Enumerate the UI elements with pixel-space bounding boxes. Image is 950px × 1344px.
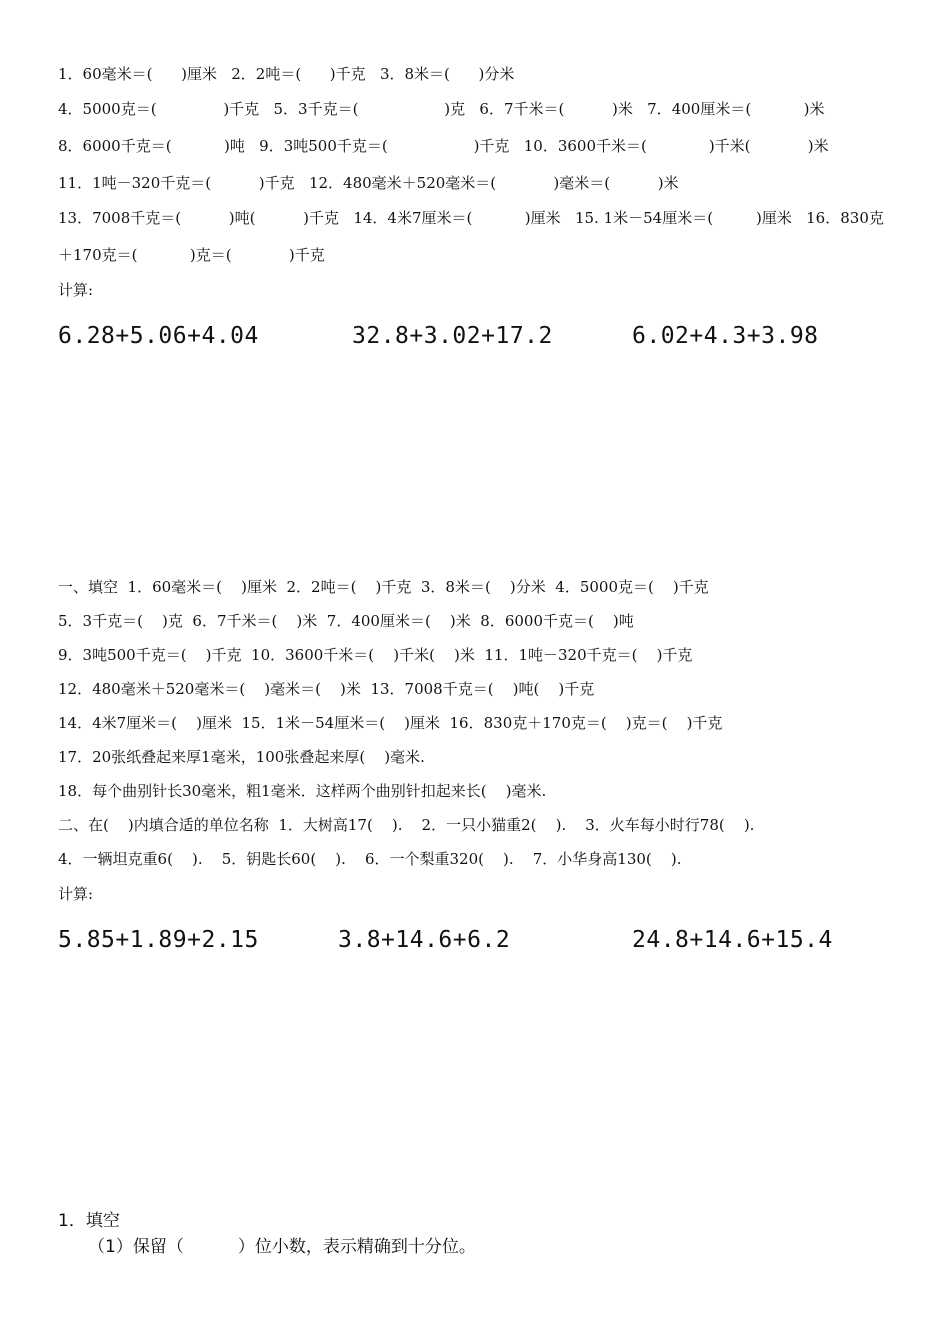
- block1-calc-3: 6.02+4.3+3.98: [632, 323, 819, 349]
- block1-calc-2: 32.8+3.02+17.2: [352, 323, 553, 349]
- block2-calc-3: 24.8+14.6+15.4: [632, 927, 833, 953]
- block2-line-4: 12．480毫米＋520毫米＝( )毫米＝( )米 13．7008千克＝( )吨( )千克: [58, 680, 595, 698]
- block1-line-5: 13．7008千克＝( )吨( )千克 14．4米7厘米＝( )厘米 15. 1米－54厘米＝( )厘米 16．830克: [58, 209, 884, 227]
- block1-line-1: 1．60毫米＝( )厘米 2．2吨＝( )千克 3．8米＝( )分米: [58, 65, 515, 83]
- block1-calc-1: 6.28+5.06+4.04: [58, 323, 259, 349]
- block2-line-6: 17．20张纸叠起来厚1毫米，100张叠起来厚( )毫米.: [58, 748, 425, 766]
- block3-item-1: （1）保留（ ）位小数，表示精确到十分位。: [88, 1237, 476, 1257]
- block2-line-1: 一、填空 1．60毫米＝( )厘米 2．2吨＝( )千克 3．8米＝( )分米 4．5000克＝( )千克: [58, 578, 709, 596]
- block1-calc-label: 计算:: [58, 281, 94, 299]
- block2-line-5: 14．4米7厘米＝( )厘米 15．1米－54厘米＝( )厘米 16．830克＋170克＝( )克＝( )千克: [58, 714, 723, 732]
- block3-title: 1．填空: [58, 1211, 120, 1231]
- block1-line-6: ＋170克＝( )克＝( )千克: [58, 246, 325, 264]
- block2-calc-label: 计算:: [58, 885, 94, 903]
- block2-line-8: 二、在( )内填合适的单位名称 1．大树高17( ). 2．一只小猫重2( ). 3．火车每小时行78( ).: [58, 816, 755, 834]
- block2-line-7: 18．每个曲别针长30毫米，粗1毫米．这样两个曲别针扣起来长( )毫米.: [58, 782, 547, 800]
- block2-line-3: 9．3吨500千克＝( )千克 10．3600千米＝( )千米( )米 11．1吨－320千克＝( )千克: [58, 646, 693, 664]
- block2-line-2: 5．3千克＝( )克 6．7千米＝( )米 7．400厘米＝( )米 8．6000千克＝( )吨: [58, 612, 634, 630]
- block1-line-2: 4．5000克＝( )千克 5．3千克＝( )克 6．7千米＝( )米 7．400厘米＝( )米: [58, 100, 825, 118]
- block2-calc-1: 5.85+1.89+2.15: [58, 927, 259, 953]
- block2-calc-2: 3.8+14.6+6.2: [338, 927, 511, 953]
- block1-line-3: 8．6000千克＝( )吨 9．3吨500千克＝( )千克 10．3600千米＝( )千米( )米: [58, 137, 829, 155]
- block2-line-9: 4．一辆坦克重6( ). 5．钥匙长60( ). 6．一个梨重320( ). 7．小华身高130( ).: [58, 850, 682, 868]
- block1-line-4: 11．1吨－320千克＝( )千克 12．480毫米＋520毫米＝( )毫米＝( )米: [58, 174, 679, 192]
